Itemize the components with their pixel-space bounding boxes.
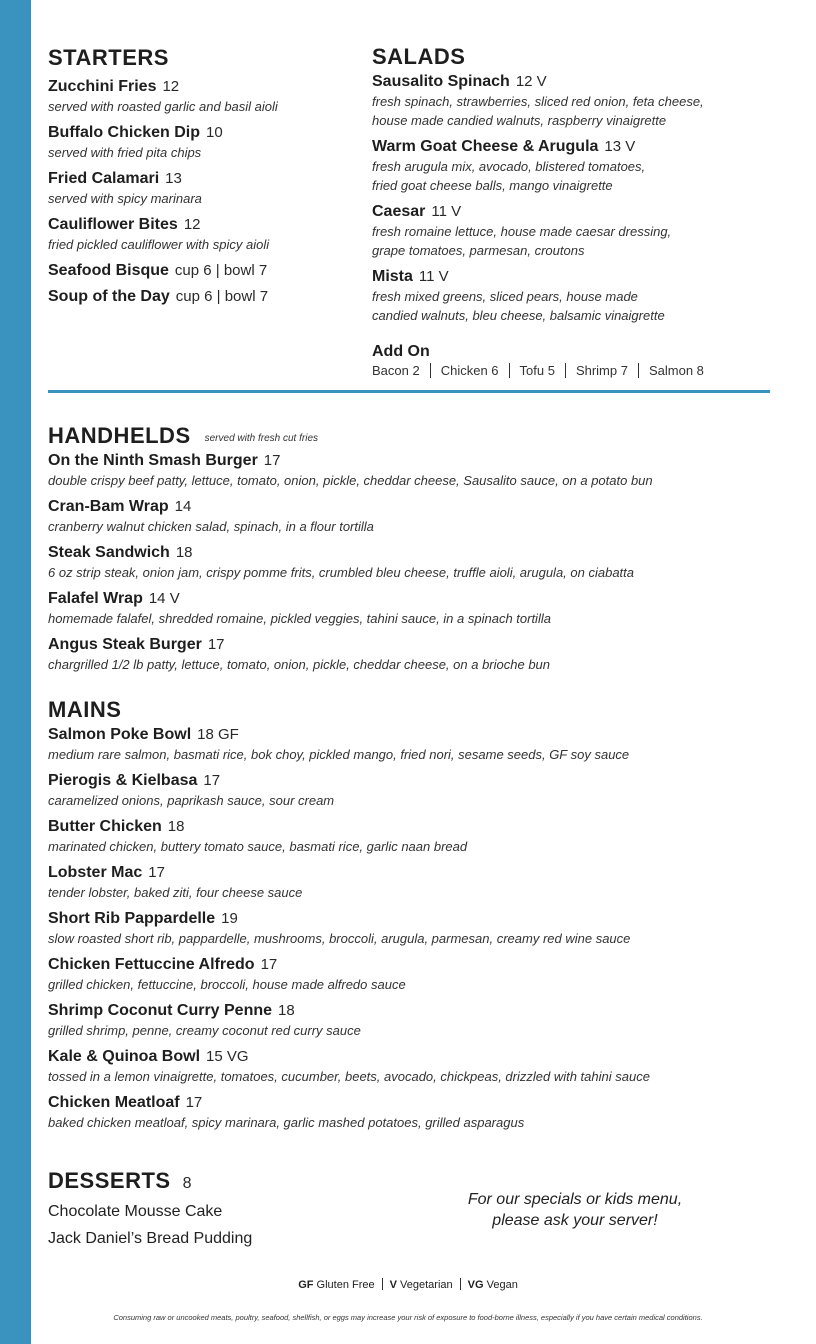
menu-item (372, 137, 782, 195)
menu-item (48, 635, 778, 674)
divider (382, 1278, 383, 1290)
item-price: 18 GF (197, 726, 239, 743)
menu-item (48, 215, 358, 254)
item-price: 12 V (515, 73, 547, 90)
item-description: candied walnuts, bleu cheese, balsamic vinaigrette (372, 308, 665, 323)
item-name: Sausalito Spinach (372, 73, 510, 90)
item-price: 15 VG (206, 1048, 249, 1065)
item-price: 11 V (431, 203, 462, 220)
item-description: served with spicy marinara (48, 191, 202, 206)
item-description: served with fried pita chips (48, 145, 202, 160)
item-description: fresh mixed greens, sliced pears, house made (372, 289, 638, 304)
menu-item (48, 1093, 778, 1132)
item-description: grilled shrimp, penne, creamy coconut red curry sauce (48, 1023, 361, 1038)
item-description: fresh spinach, strawberries, sliced red onion, feta cheese, (372, 94, 704, 109)
menu-item (48, 123, 358, 162)
legend-code: VG (467, 1279, 484, 1291)
mains-section (48, 697, 778, 1139)
item-name: Falafel Wrap (48, 590, 143, 607)
handhelds-title: HANDHELDS (48, 423, 191, 448)
item-name: Angus Steak Burger (48, 636, 202, 653)
item-description: baked chicken meatloaf, spicy marinara, garlic mashed potatoes, grilled asparagus (48, 1115, 525, 1130)
starters-title: STARTERS (48, 45, 169, 70)
item-price: 17 (263, 452, 281, 469)
item-name: Butter Chicken (48, 818, 162, 835)
item-price: 14 V (148, 590, 180, 607)
divider (460, 1278, 461, 1290)
add-on-option: Bacon 2 (372, 363, 420, 378)
item-price: cup 6 | bowl 7 (175, 288, 269, 305)
desserts-price: 8 (182, 1175, 192, 1192)
item-description: house made candied walnuts, raspberry vinaigrette (372, 113, 667, 128)
item-description: served with roasted garlic and basil aioli (48, 99, 278, 114)
item-description: homemade falafel, shredded romaine, pickled veggies, tahini sauce, in a spinach tortilla (48, 611, 551, 626)
menu-item (48, 771, 778, 810)
menu-item (48, 77, 358, 116)
item-price: 11 V (418, 268, 449, 285)
divider (565, 363, 566, 378)
desserts-title: DESSERTS (48, 1168, 171, 1193)
item-price: 18 (175, 544, 193, 561)
item-description: marinated chicken, buttery tomato sauce, basmati rice, garlic naan bread (48, 839, 468, 854)
item-price: cup 6 | bowl 7 (174, 262, 268, 279)
menu-item (48, 909, 778, 948)
item-name: Shrimp Coconut Curry Penne (48, 1002, 273, 1019)
menu-item (48, 451, 778, 490)
specials-note (440, 1189, 710, 1231)
legend-code: V (389, 1279, 397, 1291)
add-on-title: Add On (372, 343, 430, 360)
health-disclaimer: Consuming raw or uncooked meats, poultry, seafood, shellfish, or eggs may increase your risk of exposure to food-borne illness, especially if you have certain medical conditions. (113, 1313, 703, 1322)
add-on-option: Chicken 6 (440, 363, 499, 378)
item-description: caramelized onions, paprikash sauce, sour cream (48, 793, 335, 808)
item-name: Pierogis & Kielbasa (48, 772, 198, 789)
item-description: tender lobster, baked ziti, four cheese sauce (48, 885, 303, 900)
item-description: tossed in a lemon vinaigrette, tomatoes, cucumber, beets, avocado, chickpeas, drizzled with tahini sauce (48, 1069, 650, 1084)
add-on-option: Shrimp 7 (575, 363, 628, 378)
add-on-list (372, 362, 782, 380)
item-description: chargrilled 1/2 lb patty, lettuce, tomato, onion, pickle, cheddar cheese, on a brioche bun (48, 657, 551, 672)
dessert-item: Chocolate Mousse Cake (48, 1203, 223, 1220)
starters-section (48, 45, 358, 314)
item-name: Seafood Bisque (48, 262, 169, 279)
handhelds-note: served with fresh cut fries (204, 433, 318, 445)
specials-note-line: For our specials or kids menu, (467, 1191, 683, 1208)
menu-item (48, 1001, 778, 1040)
item-description: double crispy beef patty, lettuce, tomato, onion, pickle, cheddar cheese, Sausalito sauce, on a potato bun (48, 473, 653, 488)
item-name: Short Rib Pappardelle (48, 910, 216, 927)
divider (509, 363, 510, 378)
item-name: Chicken Fettuccine Alfredo (48, 956, 255, 973)
add-on-option: Tofu 5 (519, 363, 555, 378)
item-name: Salmon Poke Bowl (48, 726, 192, 743)
item-name: Steak Sandwich (48, 544, 170, 561)
dessert-item: Jack Daniel’s Bread Pudding (48, 1230, 253, 1247)
item-price: 18 (278, 1002, 295, 1019)
menu-item (372, 202, 782, 260)
item-name: Lobster Mac (48, 864, 143, 881)
divider (638, 363, 639, 378)
menu-item (48, 497, 778, 536)
item-name: Soup of the Day (48, 288, 170, 305)
item-description: cranberry walnut chicken salad, spinach, in a flour tortilla (48, 519, 374, 534)
salads-section (372, 44, 782, 380)
item-price: 17 (148, 864, 165, 881)
legend-code: GF (298, 1279, 314, 1291)
item-name: Warm Goat Cheese & Arugula (372, 138, 599, 155)
item-description: grape tomatoes, parmesan, croutons (372, 243, 585, 258)
item-price: 19 (221, 910, 238, 927)
menu-item (48, 863, 778, 902)
item-price: 17 (207, 636, 225, 653)
divider (430, 363, 431, 378)
add-on-option: Salmon 8 (648, 363, 704, 378)
item-price: 17 (203, 772, 221, 789)
menu-item (48, 589, 778, 628)
item-name: Cauliflower Bites (48, 216, 178, 233)
item-description: fried goat cheese balls, mango vinaigrette (372, 178, 613, 193)
item-name: Chicken Meatloaf (48, 1094, 180, 1111)
menu-item (372, 72, 782, 130)
menu-item (48, 955, 778, 994)
item-name: Caesar (372, 203, 426, 220)
item-description: 6 oz strip steak, onion jam, crispy pomme frits, crumbled bleu cheese, truffle aioli, arugula, on ciabatta (48, 565, 635, 580)
section-divider (48, 390, 770, 393)
mains-title: MAINS (48, 697, 122, 722)
legend-label: Vegan (486, 1279, 518, 1291)
item-price: 13 (165, 170, 182, 187)
salads-title: SALADS (372, 44, 466, 69)
menu-item (48, 169, 358, 208)
legend-label: Vegetarian (400, 1279, 453, 1291)
item-name: Zucchini Fries (48, 78, 157, 95)
menu-item (48, 1047, 778, 1086)
item-name: Kale & Quinoa Bowl (48, 1048, 201, 1065)
item-name: Mista (372, 268, 413, 285)
item-name: Fried Calamari (48, 170, 160, 187)
menu-item (48, 817, 778, 856)
item-price: 17 (185, 1094, 203, 1111)
item-name: Cran-Bam Wrap (48, 498, 169, 515)
item-description: slow roasted short rib, pappardelle, mushrooms, broccoli, arugula, parmesan, creamy red wine sauce (48, 931, 631, 946)
item-description: fresh arugula mix, avocado, blistered tomatoes, (372, 159, 646, 174)
menu-item (48, 261, 358, 281)
menu-item (372, 267, 782, 325)
desserts-section (48, 1168, 408, 1252)
item-price: 10 (206, 124, 223, 141)
side-accent-bar (0, 0, 31, 1344)
item-price: 13 V (604, 138, 636, 155)
specials-note-line: please ask your server! (492, 1212, 658, 1229)
item-description: fried pickled cauliflower with spicy aioli (48, 237, 270, 252)
item-description: medium rare salmon, basmati rice, bok choy, pickled mango, fried nori, sesame seeds, GF soy sauce (48, 747, 630, 762)
menu-item (48, 543, 778, 582)
item-name: On the Ninth Smash Burger (48, 452, 258, 469)
item-price: 18 (167, 818, 185, 835)
item-price: 12 (183, 216, 201, 233)
item-description: fresh romaine lettuce, house made caesar dressing, (372, 224, 672, 239)
item-price: 17 (260, 956, 278, 973)
menu-item (48, 287, 358, 307)
menu-item (48, 725, 778, 764)
item-price: 12 (162, 78, 180, 95)
handhelds-section (48, 423, 778, 681)
item-name: Buffalo Chicken Dip (48, 124, 201, 141)
dietary-legend (0, 1278, 816, 1291)
add-on-block (372, 342, 782, 380)
item-price: 14 (174, 498, 192, 515)
item-description: grilled chicken, fettuccine, broccoli, house made alfredo sauce (48, 977, 406, 992)
legend-label: Gluten Free (316, 1279, 375, 1291)
